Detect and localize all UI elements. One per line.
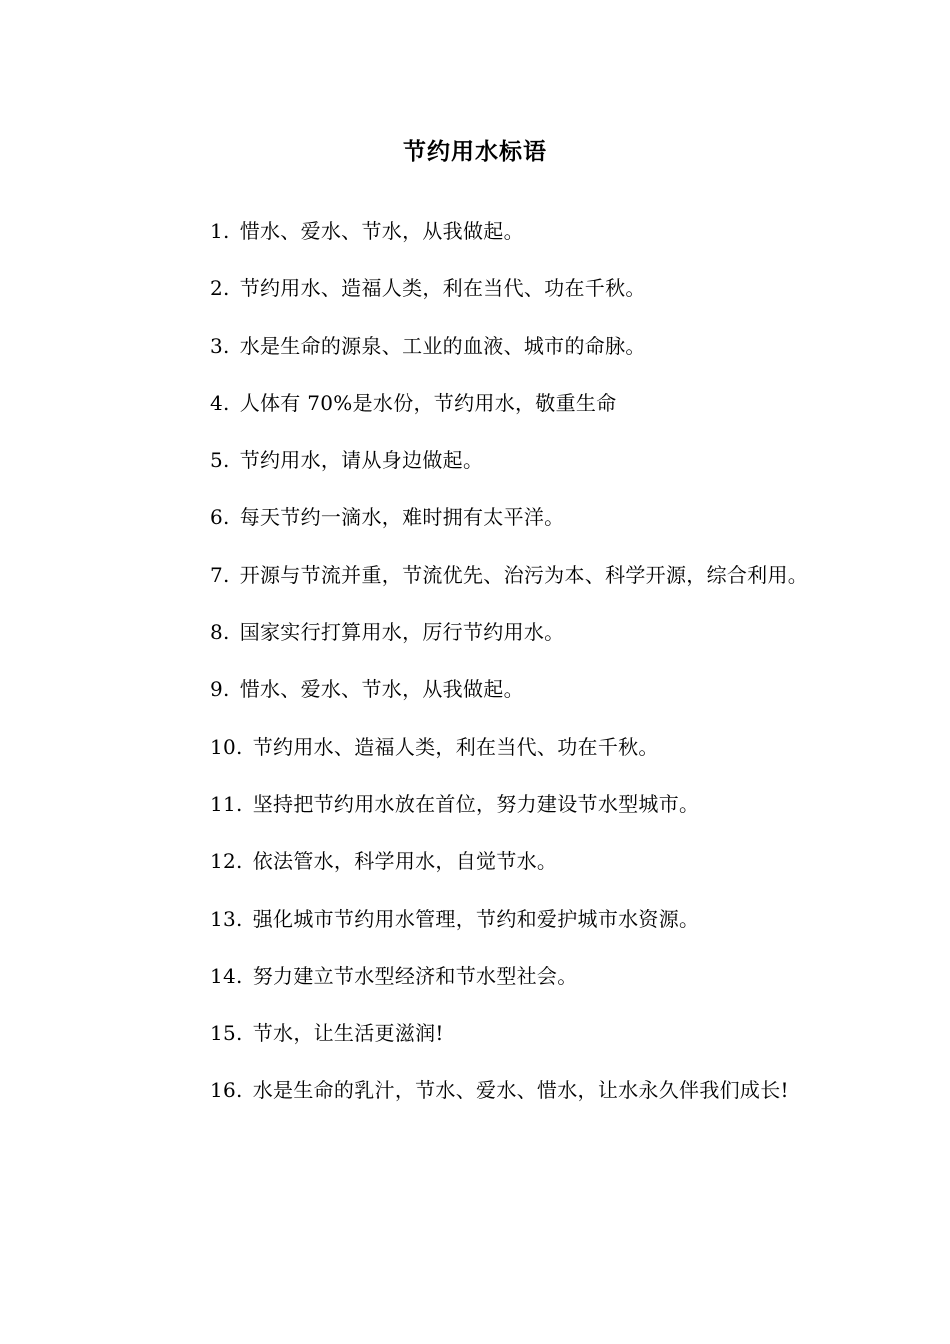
item-number: 8. xyxy=(210,620,230,645)
item-number: 2. xyxy=(210,276,230,301)
list-item xyxy=(142,661,810,718)
list-item xyxy=(142,489,810,546)
item-text: 水是生命的乳汁，节水、爱水、惜水，让水永久伴我们成长! xyxy=(252,1078,789,1103)
list-item xyxy=(142,948,810,1005)
item-text: 每天节约一滴水，难时拥有太平洋。 xyxy=(239,505,565,530)
list-item xyxy=(142,203,810,260)
item-text: 努力建立节水型经济和节水型社会。 xyxy=(252,963,578,988)
list-item xyxy=(142,1062,810,1119)
item-text: 强化城市节约用水管理，节约和爱护城市水资源。 xyxy=(252,906,700,931)
item-number: 7. xyxy=(210,562,230,587)
item-text: 节约用水、造福人类，利在当代、功在千秋。 xyxy=(239,276,646,301)
list-item xyxy=(142,719,810,776)
item-text: 惜水、爱水、节水，从我做起。 xyxy=(239,677,524,702)
list-item xyxy=(142,833,810,890)
item-text: 节约用水、造福人类，利在当代、功在千秋。 xyxy=(252,734,659,759)
item-number: 5. xyxy=(210,448,230,473)
list-item xyxy=(142,604,810,661)
list-item xyxy=(142,375,810,432)
item-text: 节约用水，请从身边做起。 xyxy=(239,448,484,473)
item-number: 1. xyxy=(210,219,230,243)
list-item xyxy=(142,891,810,948)
item-number: 15. xyxy=(210,1021,243,1046)
item-number: 10. xyxy=(210,734,243,759)
item-text: 开源与节流并重，节流优先、治污为本、科学开源，综合利用。 xyxy=(239,562,809,587)
item-number: 11. xyxy=(210,791,243,816)
item-number: 12. xyxy=(210,849,243,874)
item-number: 9. xyxy=(210,677,230,702)
slogan-list xyxy=(142,203,810,1120)
item-text: 坚持把节约用水放在首位，努力建设节水型城市。 xyxy=(252,791,700,816)
item-number: 6. xyxy=(210,505,230,530)
item-number: 4. xyxy=(210,390,230,415)
item-text: 惜水、爱水、节水，从我做起。 xyxy=(239,219,524,243)
item-number: 14. xyxy=(210,963,243,988)
item-text: 依法管水，科学用水，自觉节水。 xyxy=(252,849,558,874)
item-number: 3. xyxy=(210,333,230,358)
item-number: 13. xyxy=(210,906,243,931)
list-item xyxy=(142,547,810,604)
document-title: 节约用水标语 xyxy=(403,139,547,165)
item-text: 节水，让生活更滋润! xyxy=(252,1021,444,1046)
item-text: 水是生命的源泉、工业的血液、城市的命脉。 xyxy=(239,333,646,358)
list-item xyxy=(142,1005,810,1062)
item-text: 人体有 70%是水份，节约用水，敬重生命 xyxy=(239,390,617,415)
item-text: 国家实行打算用水，厉行节约用水。 xyxy=(239,620,565,645)
list-item xyxy=(142,260,810,317)
list-item xyxy=(142,432,810,489)
list-item xyxy=(142,776,810,833)
item-number: 16. xyxy=(210,1078,243,1103)
list-item xyxy=(142,318,810,375)
